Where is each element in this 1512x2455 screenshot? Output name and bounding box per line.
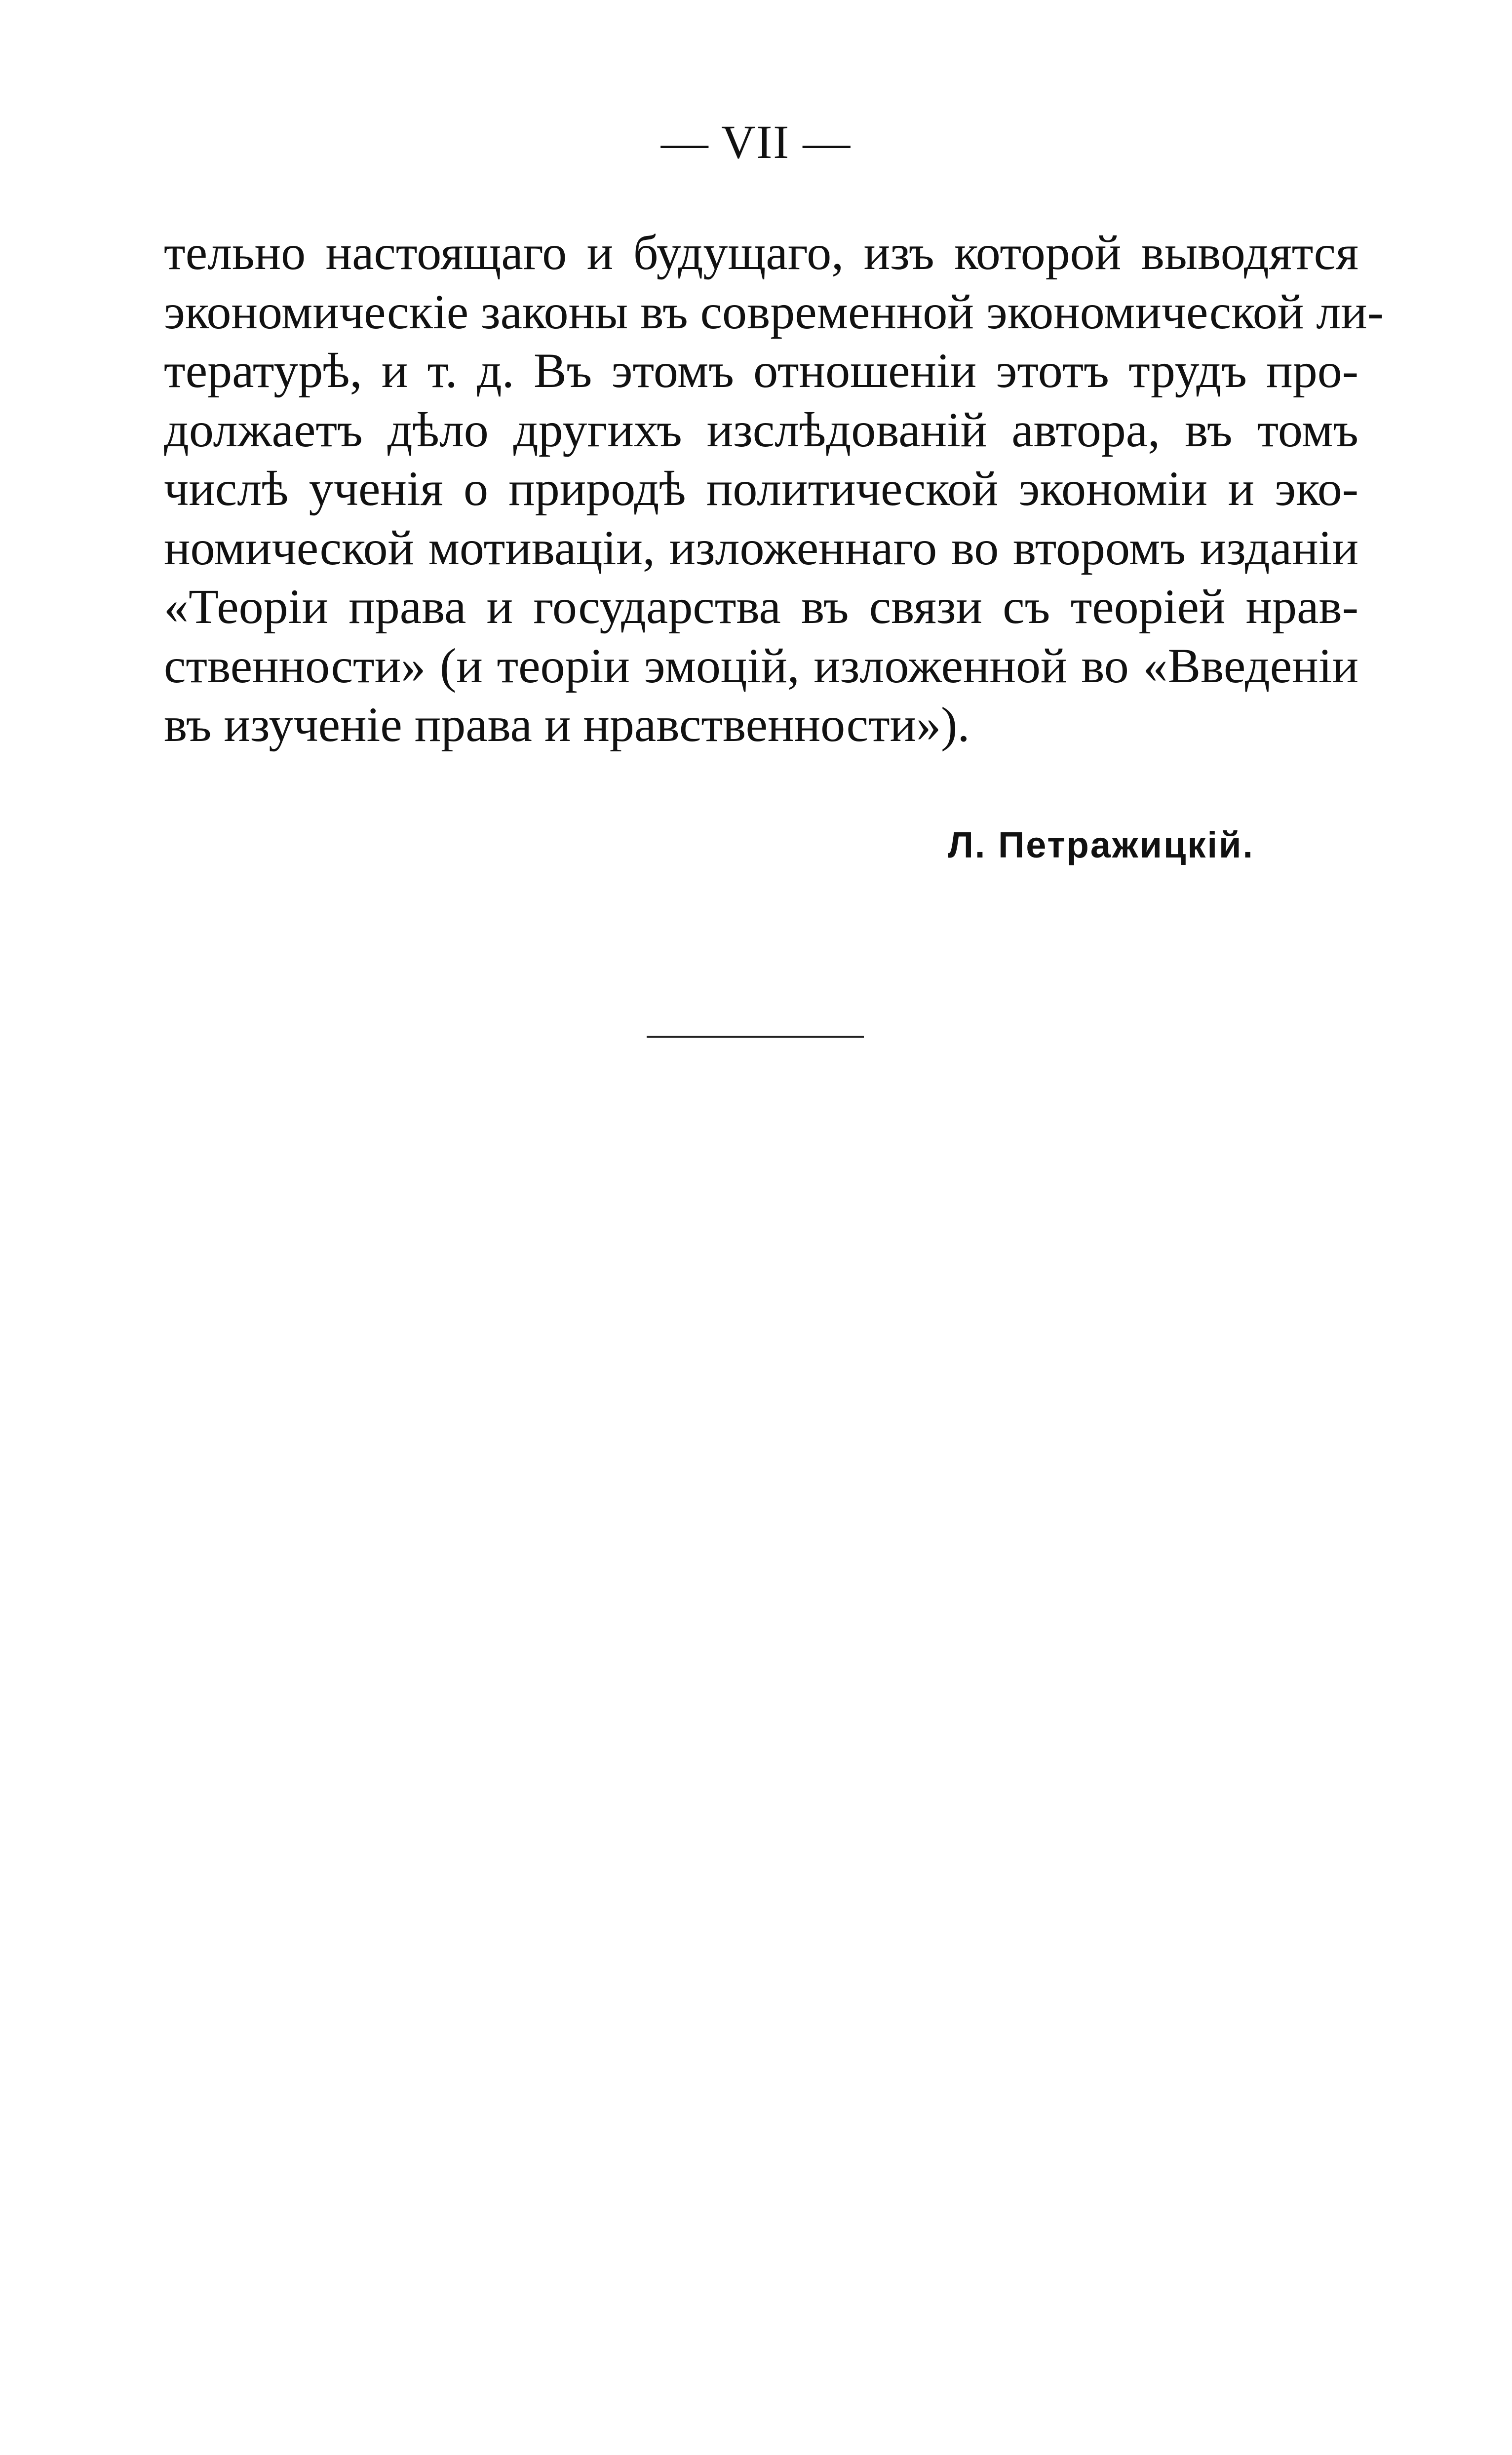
end-divider — [647, 1036, 864, 1038]
page-number: — VII — — [660, 116, 852, 168]
text-line: тельно настоящаго и будущаго, изъ которой выводятся — [164, 225, 1358, 280]
text-line: номической мотиваціи, изложеннаго во второмъ изданіи — [164, 520, 1358, 575]
text-line: «Теоріи права и государства въ связи съ теоріей нрав- — [164, 579, 1358, 634]
text-line: тературѣ, и т. д. Въ этомъ отношеніи этотъ трудъ про- — [164, 343, 1358, 398]
text-line: числѣ ученія о природѣ политической экономіи и эко- — [164, 461, 1358, 516]
text-line: ственности» (и теоріи эмоцій, изложенной во «Введеніи — [164, 638, 1358, 693]
text-line: въ изученіе права и нравственности»). — [164, 697, 970, 752]
author-signature: Л. Петражицкій. — [948, 824, 1255, 865]
text-line: должаетъ дѣло другихъ изслѣдованій автора, въ томъ — [164, 402, 1358, 457]
text-line: экономическіе законы въ современной экономической ли- — [164, 284, 1384, 339]
body-text — [164, 223, 1384, 754]
